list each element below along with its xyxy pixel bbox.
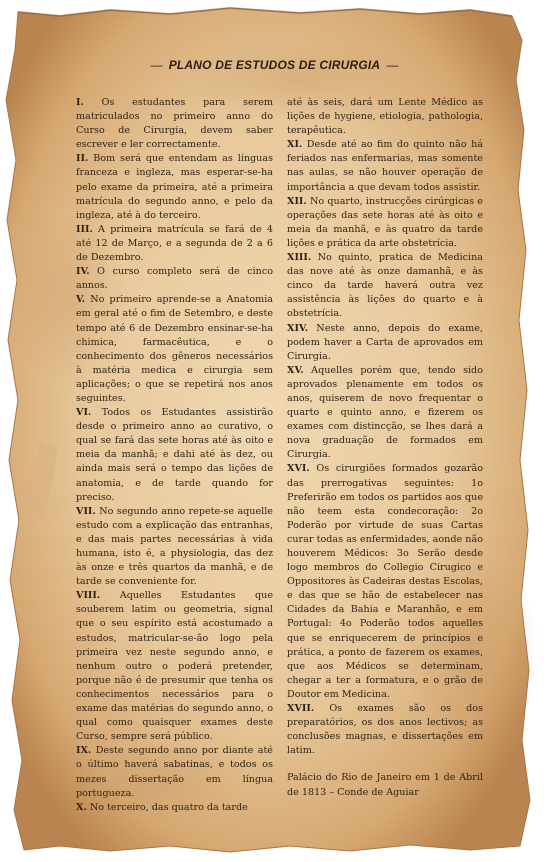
article-number: X. [76, 801, 87, 813]
article-paragraph [76, 801, 273, 815]
article-text: Os exames são os dos preparatórios, os dos anos lectivos; as conclusões magnas, e dissertações em latim. [287, 703, 483, 757]
article-text: Os estudantes para serem matriculados no primeiro anno do Curso de Cirurgia, devem saber escrever e ler correctamente. [76, 97, 273, 151]
article-number: III. [76, 223, 93, 235]
article-text: Todos os Estudantes assistirão desde o primeiro anno ao curativo, o qual se fará das sete horas até às oito e meia da manhã; e dahi até às dez, ou ainda mais será o tempo das lições de anatomia, e de tarde quando for preciso. [76, 407, 273, 503]
article-number: VI. [76, 407, 92, 419]
article-paragraph [287, 195, 483, 251]
article-paragraph [287, 462, 483, 702]
article-number: XV. [287, 364, 304, 376]
article-number: IX. [76, 745, 92, 757]
article-number: II. [76, 153, 89, 165]
article-text: Aquelles Estudantes que souberem latim ou geometria, signal que o seu espírito está acostumado a estudos, matricular-se-ão logo pela primeira vez neste segundo anno, e nenhum outro o poderá pretender, porque não é de presumir que tenha os conhecimentos necessários para o exame das matérias do segundo anno, o qual como quaisquer exames deste Curso, sempre será público. [76, 590, 273, 743]
article-text: Desde até ao fim do quinto não há feriados nas enfermarias, mas somente nas aulas, se não houver operação de importância a que devam todos assistir. [287, 139, 483, 193]
article-paragraph [76, 152, 273, 222]
article-paragraph [76, 265, 273, 293]
article-text: Os cirurgiões formados gozarão das prerrogativas seguintes: 1o Preferirão em todos os partidos aos que não teem esta condecoração: 2o Poderão por virtude de suas Cartas curar todas as enfermidades, aonde não houverem Médicos: 3o Serão desde logo membros do Collegio Cirugico e Oppositores às Cadeiras destas Escolas, e das que se hão de estabelecer nas Cidades da Bahia e Maranhão, e em Portugal: 4o Poderão todos aquelles que se enriquecerem de princípios e prática, a ponto de fazerem os exames, que aos Médicos se determinam, chegar a ter a formatura, e o grão de Doutor em Medicina. [287, 463, 483, 700]
article-paragraph [76, 589, 273, 744]
article-paragraph [287, 364, 483, 463]
title-dash-right: — [386, 58, 399, 72]
article-number: VIII. [76, 590, 101, 602]
article-paragraph [76, 293, 273, 406]
article-text: No quinto, pratica de Medicina das nove até às onze damanhã, e às cinco da tarde haverá outra vez assistência às lições do quarto e à obstetrícia. [287, 252, 483, 320]
article-paragraph [76, 744, 273, 800]
closing-signature: Palácio do Rio de Janeiro em 1 de Abril de 1813 – Conde de Aguiar [287, 772, 483, 798]
article-text: No segundo anno repete-se aquelle estudo com a explicação das entranhas, e das mais partes necessárias à vida humana, isto é, a physiologia, das dez às onze e três quartos da manhã, e de tarde se conveniente for. [76, 505, 273, 588]
article-number: XII. [287, 195, 307, 207]
article-number: XVI. [287, 463, 310, 475]
article-text: Deste segundo anno por diante até o último haverá sabatinas, e todos os mezes dissertação em língua portugueza. [76, 745, 273, 799]
article-paragraph [287, 138, 483, 194]
article-text: No terceiro, das quatro da tarde [89, 801, 248, 813]
article-text: até às seis, dará um Lente Médico as lições de hygiene, etiologia, pathologia, terapêutica. [287, 97, 483, 137]
article-paragraph [287, 251, 483, 321]
article-number: XVII. [287, 703, 315, 715]
title-dash-left: — [150, 58, 163, 72]
article-number: XIV. [287, 322, 309, 334]
article-text: Neste anno, depois do exame, podem haver a Carta de aprovados em Cirurgia. [287, 322, 483, 362]
article-paragraph [76, 223, 273, 265]
article-number: IV. [76, 266, 90, 278]
article-number: VII. [76, 505, 96, 517]
article-text: O curso completo será de cinco annos. [76, 266, 273, 292]
article-paragraph [76, 96, 273, 152]
article-number: XIII. [287, 252, 312, 264]
article-paragraph [76, 505, 273, 590]
article-text: Bom será que entendam as línguas franceza e ingleza, mas esperar-se-ha pelo exame da primeira, até a primeira matrícula do segundo anno, e pelo da ingleza, até à do terceiro. [76, 153, 273, 221]
title-text: PLANO DE ESTUDOS DE CIRURGIA [168, 58, 381, 72]
article-text: No primeiro aprende-se a Anatomia em geral até o fim de Setembro, e deste tempo até 6 de Dezembro ensinar-se-ha chimica, farmacêutica, e o conhecimento dos gêneros necessários à matéria medica e cirurgia sem aplicações; o que se repetirá nos anos seguintes. [76, 294, 273, 404]
right-text-column [287, 96, 483, 800]
article-number: V. [76, 294, 86, 306]
document-title [0, 58, 549, 72]
article-paragraph [287, 96, 483, 138]
left-text-column [76, 96, 273, 815]
article-paragraph [287, 322, 483, 364]
article-text: Aquelles porém que, tendo sido aprovados plenamente em todos os anos, quiserem de novo frequentar o quarto e quinto anno, e fizerem os exames com distincção, se lhes dará a nova graduação de formados em Cirurgia. [287, 364, 483, 461]
article-paragraph [76, 406, 273, 505]
article-number: I. [76, 97, 84, 108]
article-text: No quarto, instrucções cirúrgicas e operações das sete horas até às oito e meia da manhã, e às quatro da tarde lições e prática da arte obstetrícia. [287, 195, 483, 249]
article-number: XI. [287, 139, 303, 151]
article-paragraph [287, 702, 483, 758]
article-text: A primeira matrícula se fará de 4 até 12 de Março, e a segunda de 2 a 6 de Dezembro. [76, 223, 274, 264]
